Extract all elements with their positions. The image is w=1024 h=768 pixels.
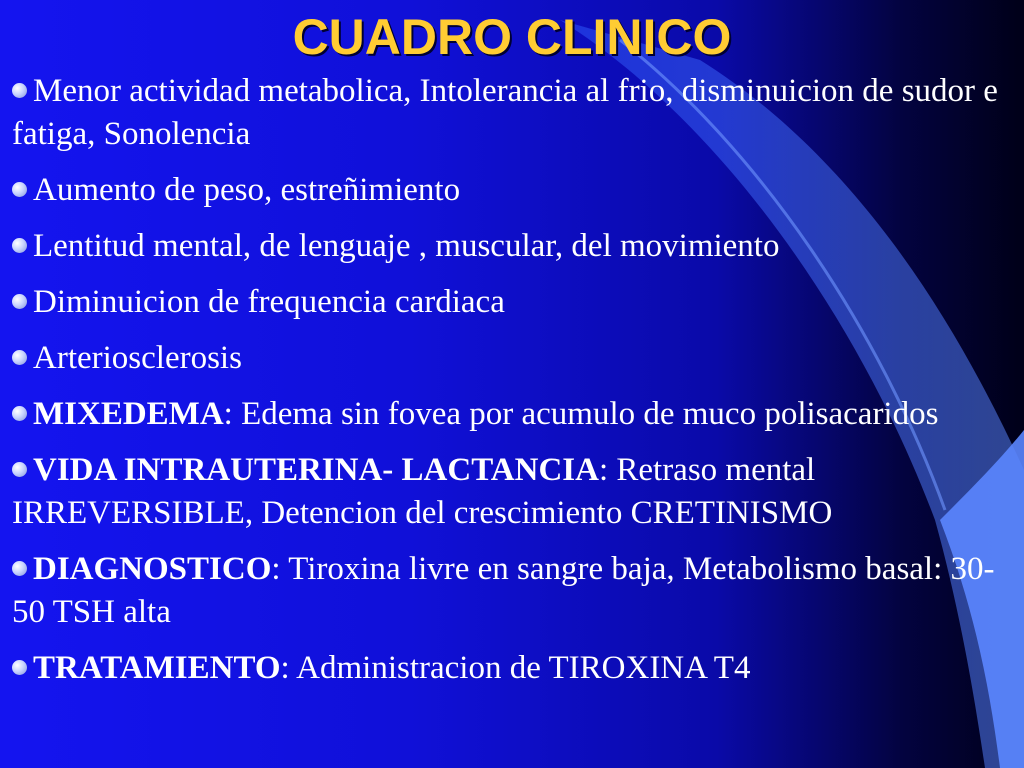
bullet-text: : Retraso mental IRREVERSIBLE, Detencion del crescimiento CRETINISMO <box>12 452 833 531</box>
bullet-text: : Administracion de TIROXINA T4 <box>280 650 751 686</box>
bullet-text: Arteriosclerosis <box>33 340 242 376</box>
bullet-dot-icon <box>12 83 27 98</box>
bullet-text: Aumento de peso, estreñimiento <box>33 172 461 208</box>
bullet-dot-icon <box>12 561 27 576</box>
bullet-item <box>12 647 1012 690</box>
bullet-text: : Edema sin fovea por acumulo de muco polisacaridos <box>223 396 939 432</box>
bullet-text: Diminuicion de frequencia cardiaca <box>33 284 505 320</box>
bullet-text: : Tiroxina livre en sangre baja, Metabolismo basal: 30-50 TSH alta <box>12 551 995 630</box>
bullet-keyword: DIAGNOSTICO <box>33 551 272 587</box>
bullet-keyword: MIXEDEMA <box>33 396 224 432</box>
bullet-item <box>12 70 1012 156</box>
bullet-dot-icon <box>12 350 27 365</box>
bullet-item <box>12 169 1012 212</box>
bullet-dot-icon <box>12 462 27 477</box>
bullet-item <box>12 449 1012 535</box>
bullet-item <box>12 548 1012 634</box>
bullet-item <box>12 337 1012 380</box>
bullet-list <box>12 70 1012 703</box>
bullet-item <box>12 225 1012 268</box>
bullet-dot-icon <box>12 182 27 197</box>
bullet-text: Lentitud mental, de lenguaje , muscular, del movimiento <box>33 228 780 264</box>
bullet-item <box>12 281 1012 324</box>
bullet-dot-icon <box>12 238 27 253</box>
slide-title: CUADRO CLINICO <box>292 9 732 65</box>
bullet-text: Menor actividad metabolica, Intolerancia al frio, disminuicion de sudor e fatiga, Sonolencia <box>12 73 998 152</box>
bullet-keyword: TRATAMIENTO <box>33 650 281 686</box>
bullet-dot-icon <box>12 294 27 309</box>
bullet-dot-icon <box>12 406 27 421</box>
bullet-keyword: VIDA INTRAUTERINA- LACTANCIA <box>33 452 599 488</box>
bullet-dot-icon <box>12 660 27 675</box>
bullet-item <box>12 393 1012 436</box>
